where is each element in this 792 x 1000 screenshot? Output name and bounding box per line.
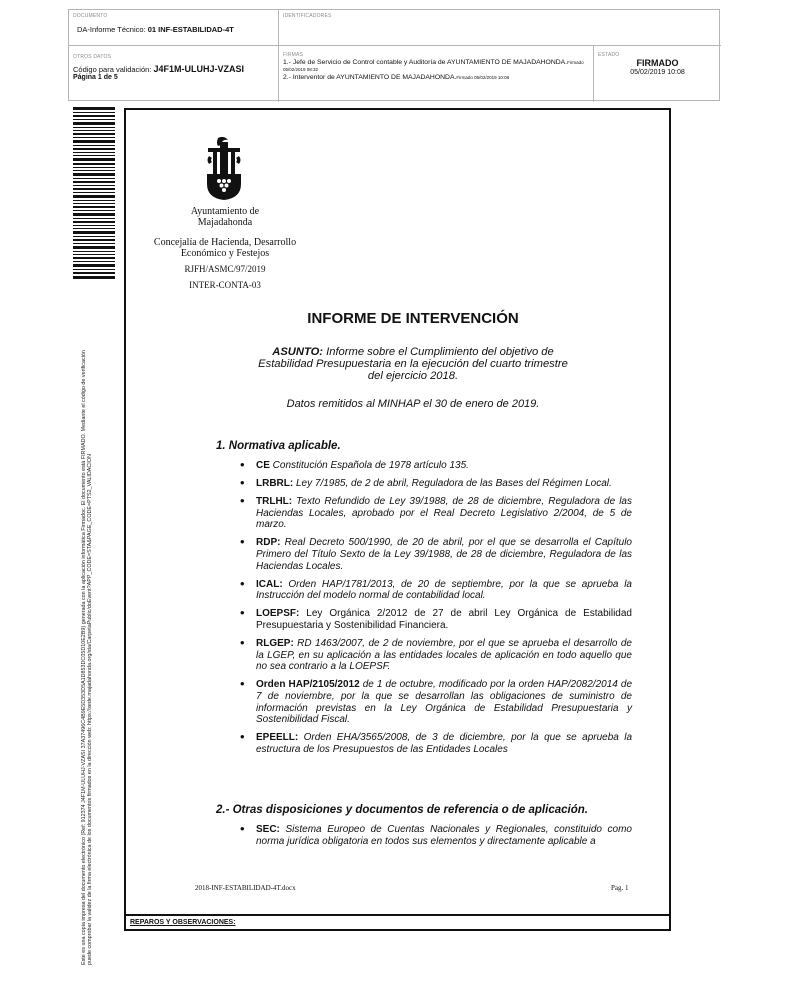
concejalia-name: Concejalía de Hacienda, Desarrollo Económico y Festejos bbox=[153, 237, 297, 259]
footer-page-number: Pag. 1 bbox=[611, 884, 629, 892]
pagina-indicator: Página 1 de 5 bbox=[73, 74, 118, 81]
list-item: • RLGEP: RD 1463/2007, de 2 de noviembre, por el que se aprueba el desarrollo de la LGEP, en su aplicación a las entidades locales de aplicación en todo aquello que no sea contrario a la LOEPSF. bbox=[240, 638, 632, 673]
section-2-heading: 2.- Otras disposiciones y documentos de referencia o de aplicación. bbox=[216, 804, 588, 816]
firmas-label: FIRMAS bbox=[283, 52, 304, 58]
majadahonda-coat-of-arms-icon bbox=[205, 136, 243, 200]
list-item: • SEC: Sistema Europeo de Cuentas Nacionales y Regionales, constituido como norma jurídica obligatoria en todos sus elementos y directamente aplicable a bbox=[240, 824, 632, 847]
list-item: • LOEPSF: Ley Orgánica 2/2012 de 27 de abril Ley Orgánica de Estabilidad Presupuestaria y Sostenibilidad Financiera. bbox=[240, 608, 632, 631]
section-1-heading: 1. Normativa aplicable. bbox=[216, 440, 341, 452]
vertical-text-line-2: puede comprobar la validez de la firma electrónica de los documentos firmados en la dirección web: https://sede.majadahonda.org/sta/CarpetaPublic/doEvent?APP_CODE=STA&PAGE_CODE=PTS2_VALIDACION bbox=[87, 454, 94, 965]
documento-value: DA-Informe Técnico: 01 INF-ESTABILIDAD-4T bbox=[77, 25, 234, 34]
firma-2: 2.- Interventor de AYUNTAMIENTO DE MAJADAHONDA.Firmado 05/02/2019 10:08 bbox=[283, 74, 510, 81]
estado-value: FIRMADO bbox=[636, 58, 679, 68]
document-title: INFORME DE INTERVENCIÓN bbox=[307, 310, 519, 327]
reference-code-2: INTER-CONTA-03 bbox=[189, 280, 261, 290]
list-item: • CE Constitución Española de 1978 artículo 135. bbox=[240, 460, 632, 472]
asunto-paragraph: ASUNTO: Informe sobre el Cumplimiento del objetivo de Estabilidad Presupuestaria en la ejecución del cuarto trimestre del ejercicio 2018. bbox=[258, 346, 568, 383]
codigo-validacion: Código para validación: J4F1M-ULUHJ-VZASI bbox=[73, 64, 244, 74]
otros-datos-label: OTROS DATOS bbox=[73, 54, 112, 60]
list-item: • Orden HAP/2105/2012 de 1 de octubre, modificado por la orden HAP/2082/2014 de 7 de noviembre, por la que se desarrollan las obligaciones de suministro de información previstas en la Ley Orgánica de Estabilidad Presupuestaria y Sostenibilidad Fiscal. bbox=[240, 679, 632, 725]
list-item: • RDP: Real Decreto 500/1990, de 20 de abril, por el que se desarrolla el Capítulo Primero del Título Sexto de la Ley 39/1988, de 28 de diciembre, Reguladora de las Haciendas Locales. bbox=[240, 537, 632, 572]
estado-date: 05/02/2019 10:08 bbox=[630, 69, 685, 76]
document-metadata-header bbox=[68, 9, 720, 101]
datos-remitidos: Datos remitidos al MINHAP el 30 de enero de 2019. bbox=[286, 398, 540, 410]
reparos-observaciones-box: REPAROS Y OBSERVACIONES: bbox=[124, 914, 671, 931]
list-item: • TRLHL: Texto Refundido de Ley 39/1988, de 28 de diciembre, Reguladora de las Haciendas Locales, aprobado por el Real Decreto Legislativo 2/2004, de 5 de marzo. bbox=[240, 496, 632, 531]
firma-1: 1.- Jefe de Servicio de Control contable y Auditoría de AYUNTAMIENTO DE MAJADAHONDA.Firmado 05/02/2019 08:32 bbox=[283, 59, 584, 73]
otras-disposiciones-list bbox=[240, 824, 632, 854]
vertical-validation-text bbox=[81, 280, 94, 965]
reference-code-1: RJFH/ASMC/97/2019 bbox=[184, 264, 266, 274]
vertical-text-line-1: Este es una copia impresa del documento electrónico (Ref: 912374 J4F1M-ULUHJ-VZASI 37A37496C4B9E5D353D5A1D853DC05D10E2B9) generada con la aplicación informática Firmadoc. El documento está FIRMADO. Mediante el código de verificación bbox=[81, 350, 87, 965]
list-item: • ICAL: Orden HAP/1781/2013, de 20 de septiembre, por la que se aprueba la Instrucción del modelo normal de contabilidad local. bbox=[240, 579, 632, 602]
list-item: • LRBRL: Ley 7/1985, de 2 de abril, Reguladora de las Bases del Régimen Local. bbox=[240, 478, 632, 490]
footer-filename: 2018-INF-ESTABILIDAD-4T.docx bbox=[195, 884, 296, 892]
normativa-list bbox=[240, 460, 632, 762]
identificadores-label: IDENTIFICADORES bbox=[283, 13, 332, 19]
ayuntamiento-name: Ayuntamiento de Majadahonda bbox=[190, 206, 260, 228]
documento-label: DOCUMENTO bbox=[73, 13, 108, 19]
estado-label: ESTADO bbox=[598, 52, 620, 58]
list-item: • EPEELL: Orden EHA/3565/2008, de 3 de diciembre, por la que se aprueba la estructura de los Presupuestos de las Entidades Locales bbox=[240, 732, 632, 755]
barcode-image bbox=[73, 107, 115, 279]
